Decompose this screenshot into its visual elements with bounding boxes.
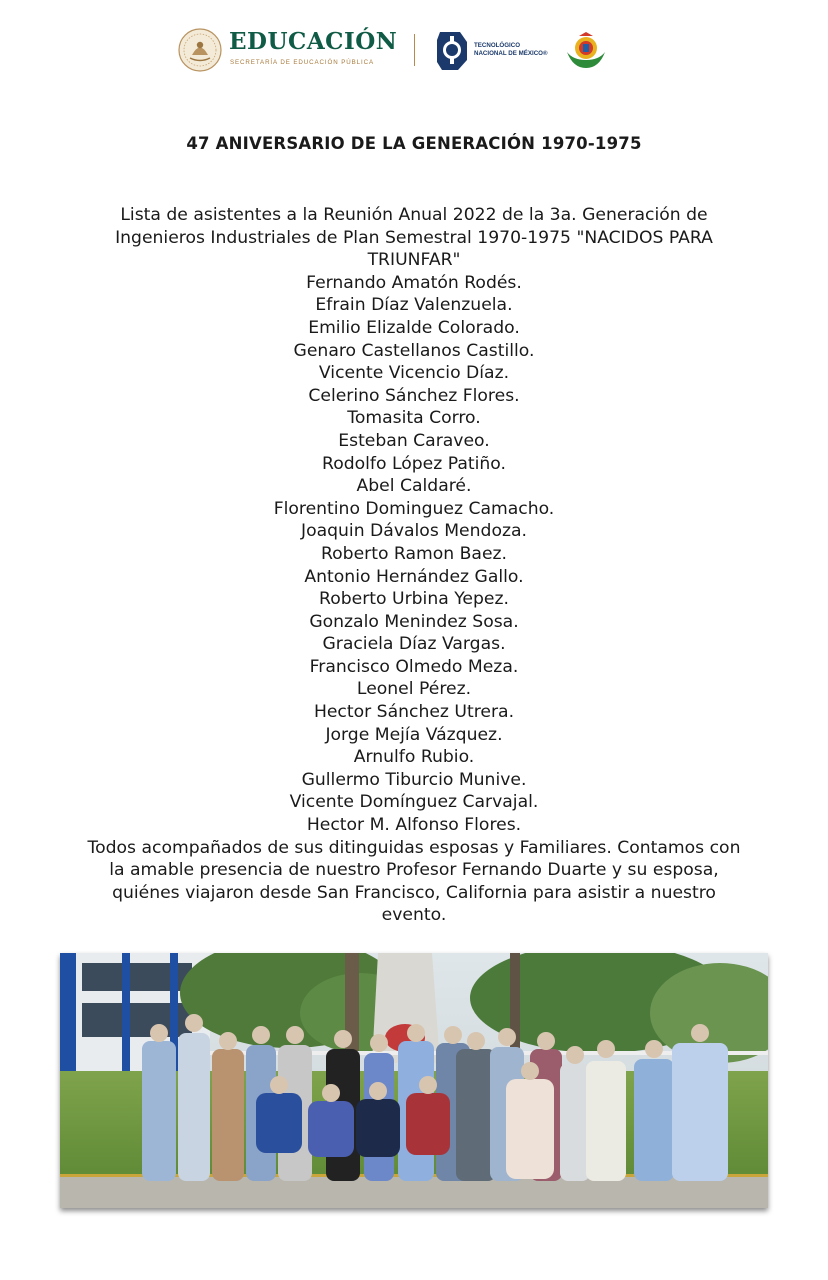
tecnologico-nacional-logo-icon [434, 28, 470, 72]
tec-nacional-label [474, 42, 548, 58]
attendee-name: Efrain Díaz Valenzuela. [315, 295, 513, 316]
attendee-name: Emilio Elizalde Colorado. [308, 317, 520, 338]
attendee-name: Abel Caldaré. [356, 476, 472, 497]
attendee-name: Rodolfo López Patiño. [322, 453, 506, 474]
page-title: 47 ANIVERSARIO DE LA GENERACIÓN 1970-1975 [186, 134, 642, 153]
attendee-name: Roberto Ramon Baez. [320, 543, 508, 564]
attendee-name: Vicente Domínguez Carvajal. [289, 792, 539, 813]
attendee-name: Jorge Mejía Vázquez. [325, 724, 503, 745]
attendee-name: Florentino Dominguez Camacho. [273, 498, 555, 519]
attendee-name: Gonzalo Menindez Sosa. [309, 611, 519, 632]
attendee-name: Joaquin Dávalos Mendoza. [301, 521, 527, 542]
closing-paragraph: Todos acompañados de sus ditinguidas esposas y Familiares. Contamos con la amable presencia de nuestro Profesor Fernando Duarte y su esposa, quiénes viajaron desde San Francisco, California para asistir a nuestro evento. [87, 837, 741, 926]
attendee-name: Graciela Díaz Vargas. [322, 634, 506, 655]
attendee-name: Celerino Sánchez Flores. [308, 385, 520, 406]
attendee-name: Gullermo Tiburcio Munive. [301, 769, 527, 790]
mexico-coat-of-arms-icon [178, 28, 222, 72]
attendee-name: Arnulfo Rubio. [353, 747, 475, 768]
education-subtitle: SECRETARÍA DE EDUCACIÓN PÚBLICA [230, 59, 374, 66]
institute-emblem-icon [565, 30, 607, 70]
attendee-name: Antonio Hernández Gallo. [304, 566, 524, 587]
tec-line-2: NACIONAL DE MÉXICO® [474, 50, 548, 57]
intro-paragraph: Lista de asistentes a la Reunión Anual 2022 de la 3a. Generación de Ingenieros Industriales de Plan Semestral 1970-1975 "NACIDOS PARA TRIUNFAR" [115, 205, 713, 271]
attendee-name: Fernando Amatón Rodés. [306, 272, 522, 293]
attendee-name: Francisco Olmedo Meza. [309, 656, 519, 677]
header-divider [414, 34, 415, 66]
attendee-name: Esteban Caraveo. [338, 430, 490, 451]
attendee-name: Leonel Pérez. [356, 679, 472, 700]
attendee-name: Hector M. Alfonso Flores. [306, 815, 522, 836]
attendee-name: Tomasita Corro. [347, 408, 481, 429]
attendee-name: Hector Sánchez Utrera. [313, 702, 515, 723]
attendee-announcement [80, 204, 748, 927]
group-photo-image [60, 953, 768, 1208]
attendee-name: Roberto Urbina Yepez. [319, 589, 509, 610]
attendee-list [80, 272, 748, 837]
attendee-name: Vicente Vicencio Díaz. [318, 363, 510, 384]
attendee-name: Genaro Castellanos Castillo. [293, 340, 535, 361]
tec-line-1: TECNOLÓGICO [474, 42, 521, 49]
group-photo [60, 953, 768, 1208]
education-title: EDUCACIÓN [229, 28, 398, 55]
page-header [0, 26, 828, 76]
